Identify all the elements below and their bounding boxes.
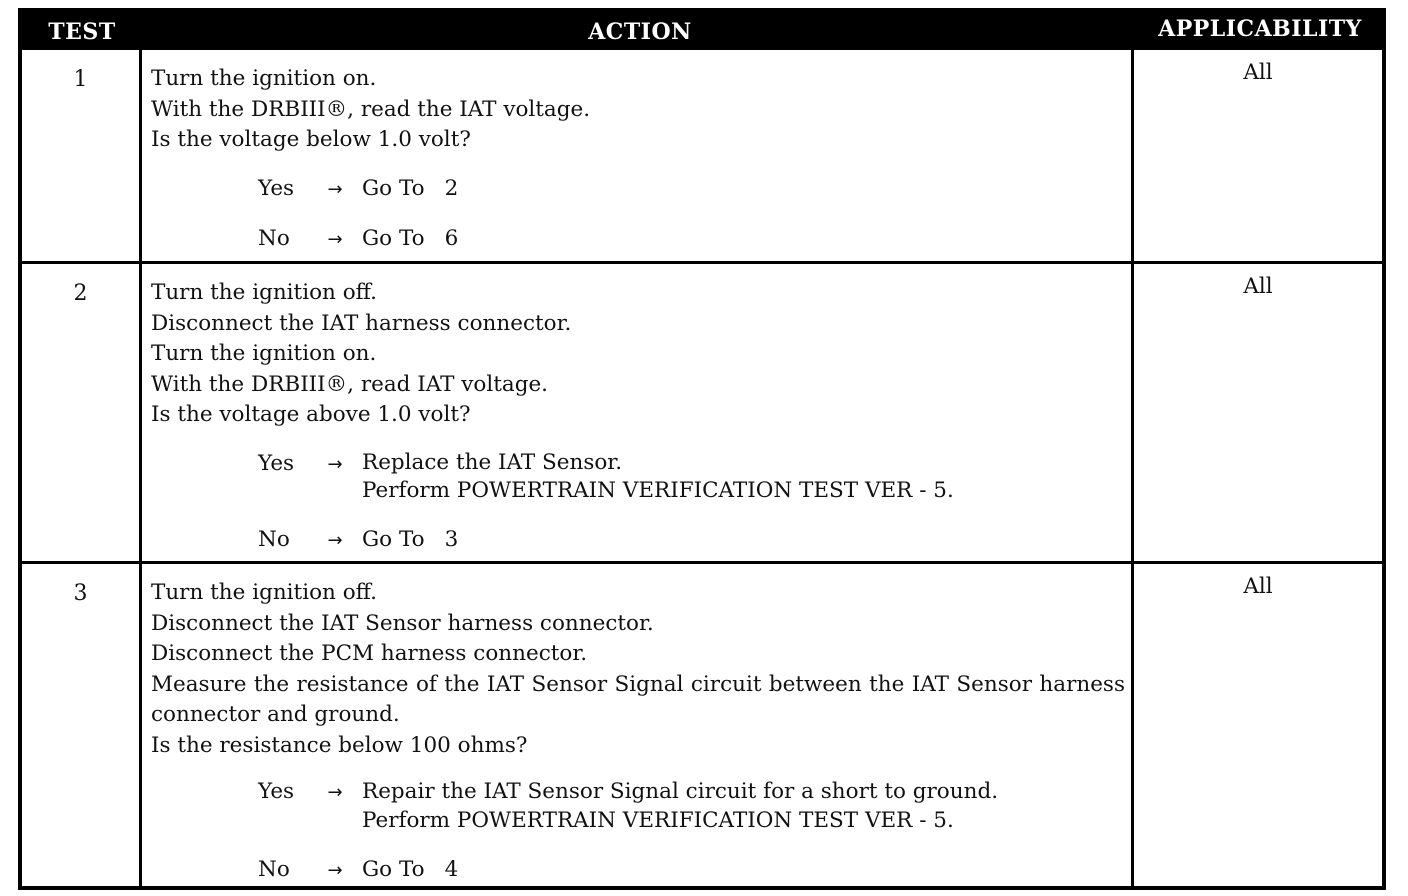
diagnostic-test-table [18,8,1386,890]
action-step: Turn the ignition on. [151,66,377,91]
action-step: Turn the ignition off. [151,580,377,605]
yes-line: Replace the IAT Sensor. [362,449,623,475]
action-step: Turn the ignition off. [151,280,377,305]
arrow-icon: → [327,860,343,881]
yes-label: Yes [258,779,295,804]
action-cell [142,264,1134,561]
table-row [22,261,1382,561]
action-step: Is the voltage above 1.0 volt? [151,402,471,427]
action-step: Is the resistance below 100 ohms? [151,732,528,758]
goto-number: 4 [444,857,459,882]
yes-line: Perform POWERTRAIN VERIFICATION TEST VER - 5. [362,808,954,833]
action-step: With the DRBIII®, read the IAT voltage. [151,96,591,122]
action-step: Turn the ignition on. [151,341,377,366]
yes-answer [258,449,1125,505]
test-number: 2 [22,264,142,561]
table-row [22,561,1382,886]
table-header [22,12,1382,50]
test-number: 3 [22,564,142,886]
arrow-icon: → [327,229,343,250]
goto-number: 2 [444,175,459,201]
no-answer [258,525,1125,557]
yes-line: Repair the IAT Sensor Signal circuit for a short to ground. [362,779,999,804]
action-cell [142,564,1134,886]
header-applicability: APPLICABILITY [1158,16,1362,42]
header-action: ACTION [588,19,692,45]
goto-text [362,525,458,556]
yes-label: Yes [258,450,295,476]
arrow-icon: → [327,782,343,803]
yes-answer [258,174,1125,206]
action-step: With the DRBIII®, read IAT voltage. [151,371,549,397]
test-number: 1 [22,50,142,261]
goto-text [362,855,458,886]
applicability-cell: All [1243,274,1273,299]
action-step: Measure the resistance of the IAT Sensor Signal circuit between the IAT Sensor harness connector and ground. [151,671,1125,727]
arrow-icon: → [327,178,343,200]
goto-label: Go To [362,526,425,552]
goto-text [362,224,458,255]
action-step: Disconnect the IAT harness connector. [151,310,572,336]
yes-label: Yes [258,175,295,201]
goto-label: Go To [362,857,425,882]
goto-number: 3 [444,526,459,552]
goto-label: Go To [362,226,425,251]
yes-answer [258,777,1125,835]
header-test: TEST [48,19,116,45]
arrow-icon: → [327,453,343,475]
applicability-cell: All [1243,574,1273,599]
action-step: Disconnect the IAT Sensor harness connector. [151,610,654,636]
goto-text [362,174,458,205]
no-label: No [258,857,290,882]
no-label: No [258,226,290,251]
goto-number: 6 [444,226,459,251]
action-step: Is the voltage below 1.0 volt? [151,127,471,152]
action-step: Disconnect the PCM harness connector. [151,641,588,666]
action-cell [142,50,1134,261]
table-row [22,50,1382,261]
no-answer [258,224,1125,256]
no-label: No [258,526,290,552]
goto-label: Go To [362,175,425,201]
no-answer [258,855,1125,887]
yes-instructions [362,777,998,835]
applicability-cell: All [1243,60,1273,85]
yes-instructions [362,449,954,505]
arrow-icon: → [327,529,343,551]
yes-line: Perform POWERTRAIN VERIFICATION TEST VER - 5. [362,477,954,503]
